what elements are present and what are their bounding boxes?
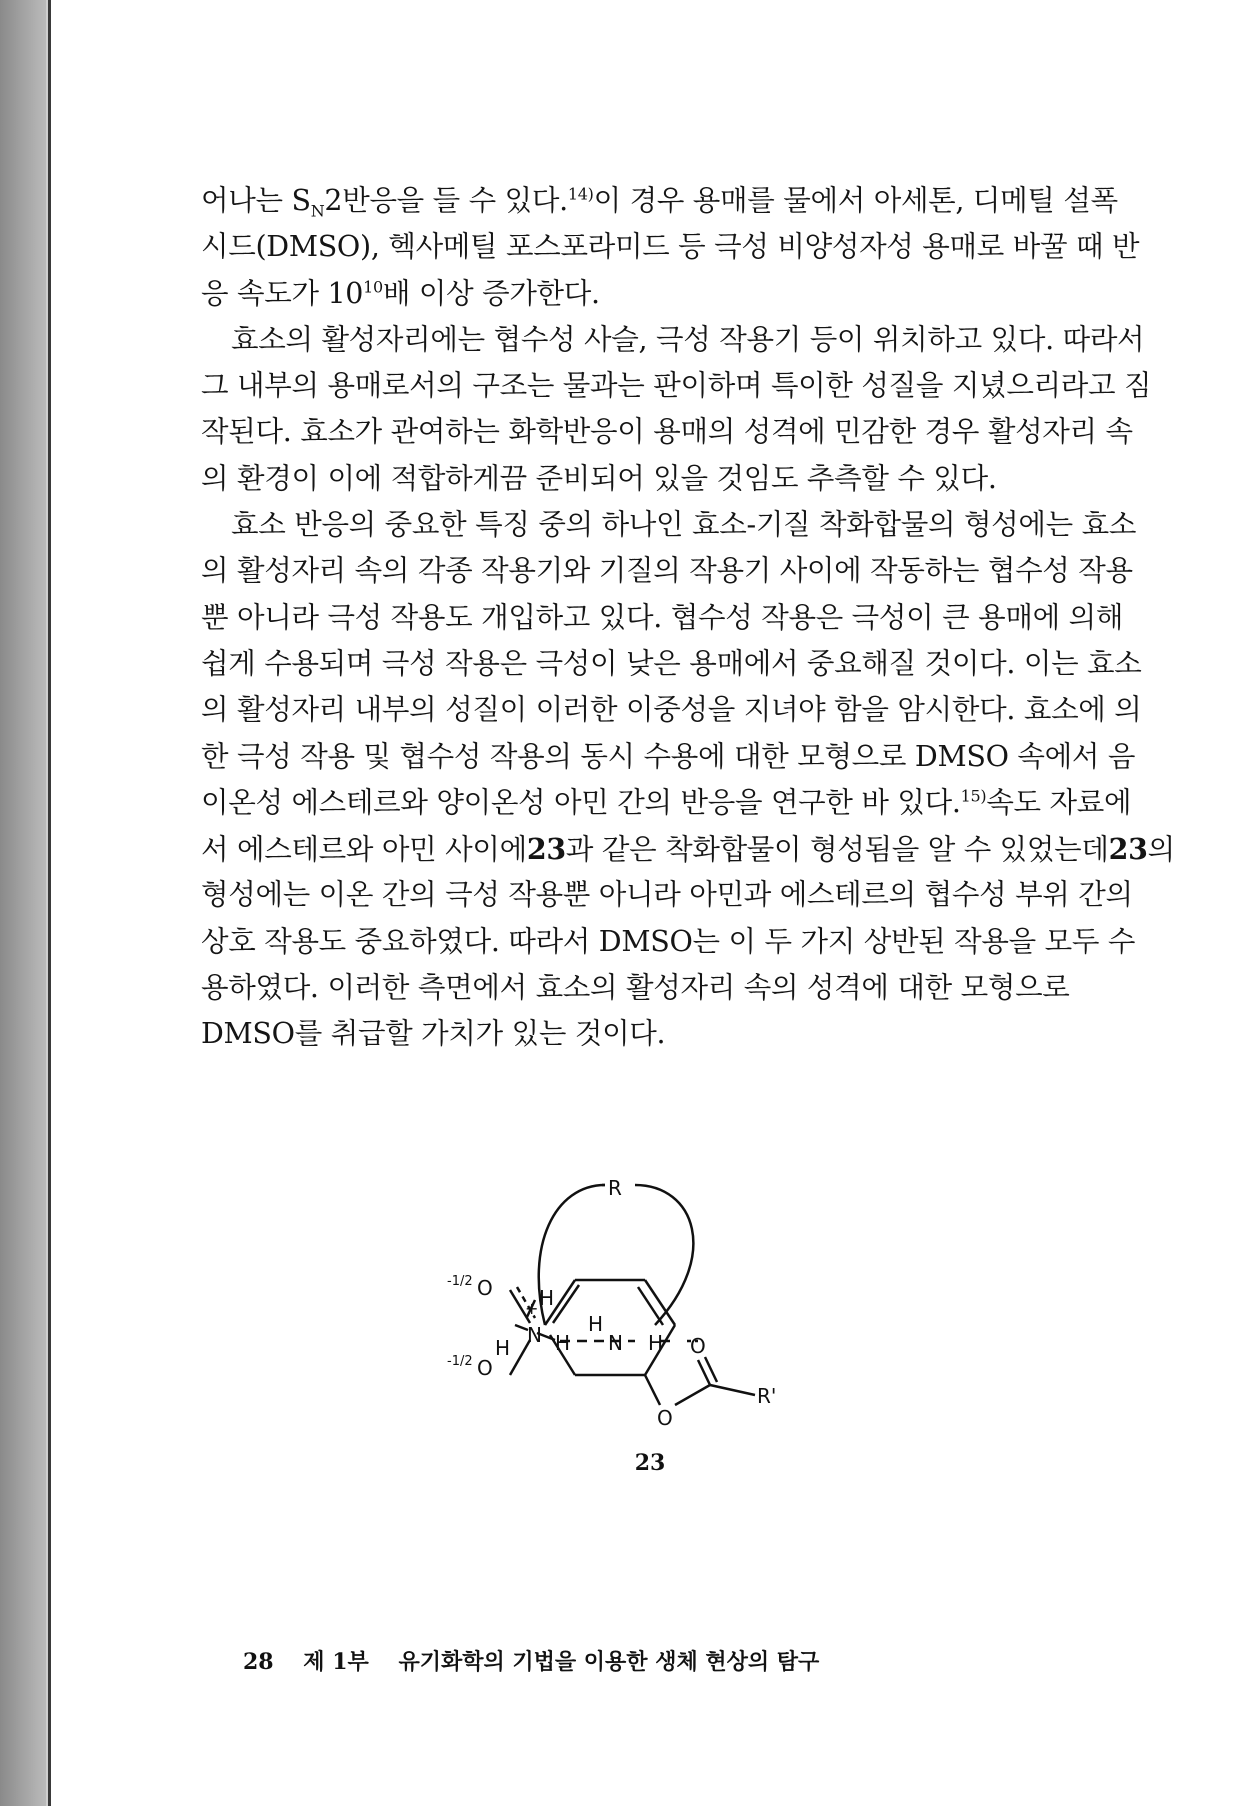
text-line: 뿐 아니라 극성 작용도 개입하고 있다. 협수성 작용은 극성이 큰 용매에 의해 <box>201 600 1124 634</box>
page-number: 28 <box>243 1649 274 1675</box>
text-line: 효소 반응의 중요한 특징 중의 하나인 효소-기질 착화합물의 형성에는 효소 <box>231 508 1137 542</box>
text-fragment: 이온성 에스테르와 양이온성 아민 간의 반응을 연구한 바 있다.$^{15)}$속도 자료에 <box>201 785 1132 819</box>
oxygen-bottom: O <box>477 1356 493 1380</box>
page-edge <box>0 0 48 1806</box>
partial-charge-bottom: -1/2 <box>447 1354 473 1369</box>
text-line <box>201 178 1118 224</box>
text-line <box>201 826 1175 872</box>
text-line: 그 내부의 용매로서의 구조는 물과는 판이하며 특이한 성질을 지녔으리라고 짐 <box>201 369 1152 403</box>
hydrogen-bridge-top: H <box>588 1312 604 1336</box>
oxygen-ester: O <box>657 1406 673 1430</box>
text-line: 상호 작용도 중요하였다. 따라서 DMSO는 이 두 가지 상반된 작용을 모두 수 <box>201 924 1136 958</box>
text-line: 형성에는 이온 간의 극성 작용뿐 아니라 아민과 에스테르의 협수성 부위 간의 <box>201 878 1133 912</box>
r-group: R <box>608 1176 622 1200</box>
text-line: 의 환경이 이에 적합하게끔 준비되어 있을 것임도 추측할 수 있다. <box>201 461 997 495</box>
structure-23-drawing <box>447 1175 875 1435</box>
text-fragment: 응 속도가 $10^{10}$배 이상 증가한다. <box>201 276 600 310</box>
part-label: 제 1부 <box>303 1649 369 1675</box>
r-loop-right <box>635 1185 693 1325</box>
r-prime-group: R' <box>757 1384 777 1408</box>
figure-label: 23 <box>634 1450 666 1476</box>
nitrogen-bridge: N <box>608 1331 623 1355</box>
text-line: 의 활성자리 속의 각종 작용기와 기질의 작용기 사이에 작동하는 협수성 작용 <box>201 554 1133 588</box>
text-line <box>201 780 1132 826</box>
text-line <box>201 271 1107 317</box>
text-line: 한 극성 작용 및 협수성 작용의 동시 수용에 대한 모형으로 DMSO 속에서 음 <box>201 739 1136 773</box>
text-fragment: 어나는 $S_N2$반응을 들 수 있다.$^{14)}$이 경우 용매를 물에서 아세톤, 디메틸 설폭 <box>201 184 1118 221</box>
text-line: 작된다. 효소가 관여하는 화학반응이 용매의 성격에 민감한 경우 활성자리 속 <box>201 415 1133 449</box>
chapter-title: 유기화학의 기법을 이용한 생체 현상의 탐구 <box>398 1649 820 1675</box>
text-line: 용하였다. 이러한 측면에서 효소의 활성자리 속의 성격에 대한 모형으로 <box>201 971 1070 1005</box>
hydrogen-left: H <box>495 1336 511 1360</box>
text-line: 쉽게 수용되며 극성 작용은 극성이 낮은 용매에서 중요해질 것이다. 이는 효소 <box>201 646 1142 680</box>
positive-charge: + <box>525 1299 539 1318</box>
hydrogen-upper: H <box>539 1286 555 1310</box>
chemical-structure-figure <box>447 1175 875 1435</box>
reference-14: 14) <box>567 184 594 204</box>
exponent: 10 <box>363 277 383 297</box>
compound-ref: 23 <box>526 832 566 867</box>
text-line: 효소의 활성자리에는 협수성 사슬, 극성 작용기 등이 위치하고 있다. 따라서 <box>231 322 1145 356</box>
hydrogen-bridge-left: H <box>555 1331 571 1355</box>
text-line: 시드(DMSO), 헥사메틸 포스포라미드 등 극성 비양성자성 용매로 바꿀 때 반 <box>201 230 1140 264</box>
hydrogen-bridge-right: H <box>648 1331 664 1355</box>
text-line: 의 활성자리 내부의 성질이 이러한 이중성을 지녀야 함을 암시한다. 효소에 의 <box>201 693 1142 727</box>
partial-charge-top: -1/2 <box>447 1274 473 1289</box>
text-line: DMSO를 취급할 가치가 있는 것이다. <box>201 1017 666 1051</box>
text-fragment: 서 에스테르와 아민 사이에23과 같은 착화합물이 형성됨을 알 수 있었는데23의 <box>201 826 1175 872</box>
nitrogen-main: N <box>527 1323 542 1347</box>
body-text <box>201 178 1175 1058</box>
compound-ref: 23 <box>1108 832 1148 867</box>
oxygen-carbonyl: O <box>690 1334 706 1358</box>
page-footer <box>243 1645 819 1676</box>
reference-15: 15) <box>960 786 987 806</box>
oxygen-top: O <box>477 1276 493 1300</box>
